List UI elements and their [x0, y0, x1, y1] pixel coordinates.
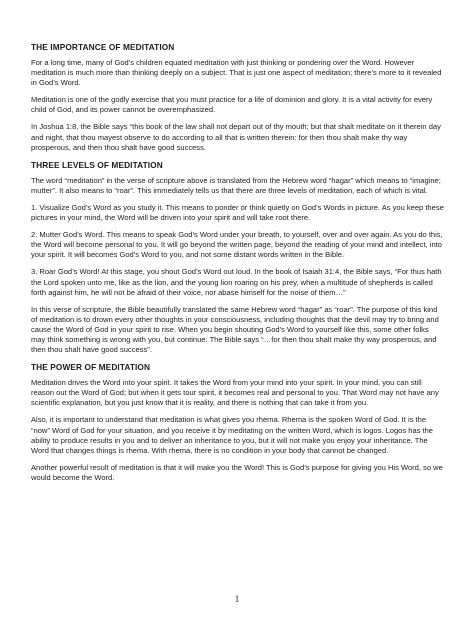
document-page	[31, 42, 445, 490]
section-heading: THREE LEVELS OF MEDITATION	[31, 159, 163, 170]
page-number: 1	[234, 594, 240, 604]
paragraph: In this verse of scripture, the Bible beautifully translated the same Hebrew word “hagar” as “roar”. The purpose of this kind of meditation is to drown every other thoughts in your consciousness, including thoughts that the devil may try to bring and cause the Word of God in your spirit to rise. When you begin shouting God’s Word to yourself like this, some other folks may think something is wrong with you, but continue. The Bible says “…for then thou shalt make thy way prosperous, and then thou shalt have good success”.	[31, 304, 439, 355]
paragraph: Also, it is important to understand that meditation is what gives you rhema. Rhema is the spoken Word of God. It is the “now” Word of God for your situation, and you receive it by meditating on the written Word, which is logos. Logos has the ability to produce results in you and to deliver an inheritance to you, but it will not make you enjoy your inheritance. The Word that changes things is rhema. With rhema, there is no condition in your body that cannot be changed.	[31, 415, 434, 455]
paragraph: The word “meditation” in the verse of scripture above is translated from the Hebrew word “hagar” which means to “imagine; mutter”. It also means to “roar”. This immediately tells us that there are three levels of meditation, each of which is vital.	[31, 175, 441, 195]
paragraph: In Joshua 1:8, the Bible says “this book of the law shall not depart out of thy mouth; but that shalt meditate on it therein day and night, that thou mayest observe to do according to all that is written therein: for then thou shalt make thy way prosperous, and then thou shalt have good success.	[31, 122, 441, 152]
paragraph: 1. Visualize God’s Word as you study it. This means to ponder or think quietly on God’s Words in picture. As you keep these pictures in your mind, the Word will be driven into your spirit and will take root there.	[31, 202, 444, 223]
paragraph: 3. Roar God’s Word! At this stage, you shout God’s Word out loud. In the book of Isaiah 31:4, the Bible says, “For thus hath the Lord spoken unto me, like as the lion, and the young lion roaring on his prey, when a multitude of shepherds is called forth against him, he will not be afraid of their voice, nor abase himself for the noise of them…”	[31, 267, 442, 297]
paragraph: Meditation drives the Word into your spirit. It takes the Word from your mind into your spirit. In your mind, you can still reason out the Word of God; but when it gets tour spirit, it becomes real and personal to you. That Word may not have any scientific explanation, but you just know that it is reality, and there is nothing that can take it from you.	[31, 378, 439, 408]
paragraph: 2. Mutter God’s Word. This means to speak God’s Word under your breath, to yourself, over and over again. As you do this, the Word will become personal to you. It will go beyond the written page, beyond the reading of your mind and intellect, into your spirit. It will becomes God’s Word to you, and not some distant words written in the Bible.	[31, 230, 443, 260]
paragraph: For a long time, many of God’s children equated meditation with just thinking or pondering over the Word. However meditation is much more than thinking deeply on a subject. That is just one aspect of meditation; there’s more to it revealed in God’s Word.	[31, 58, 442, 88]
section-three-levels	[31, 160, 445, 355]
section-heading: THE IMPORTANCE OF MEDITATION	[31, 42, 175, 52]
paragraph: Meditation is one of the godly exercise that you must practice for a life of dominion and glory. It is a vital activity for every child of God, and its power cannot be overemphasized.	[31, 95, 433, 115]
section-heading: THE POWER OF MEDITATION	[31, 362, 151, 373]
section-importance	[31, 42, 445, 153]
paragraph: Another powerful result of meditation is that it will make you the Word! This is God’s purpose for giving you His Word, so we would become the Word.	[31, 462, 443, 482]
section-power	[31, 362, 445, 483]
